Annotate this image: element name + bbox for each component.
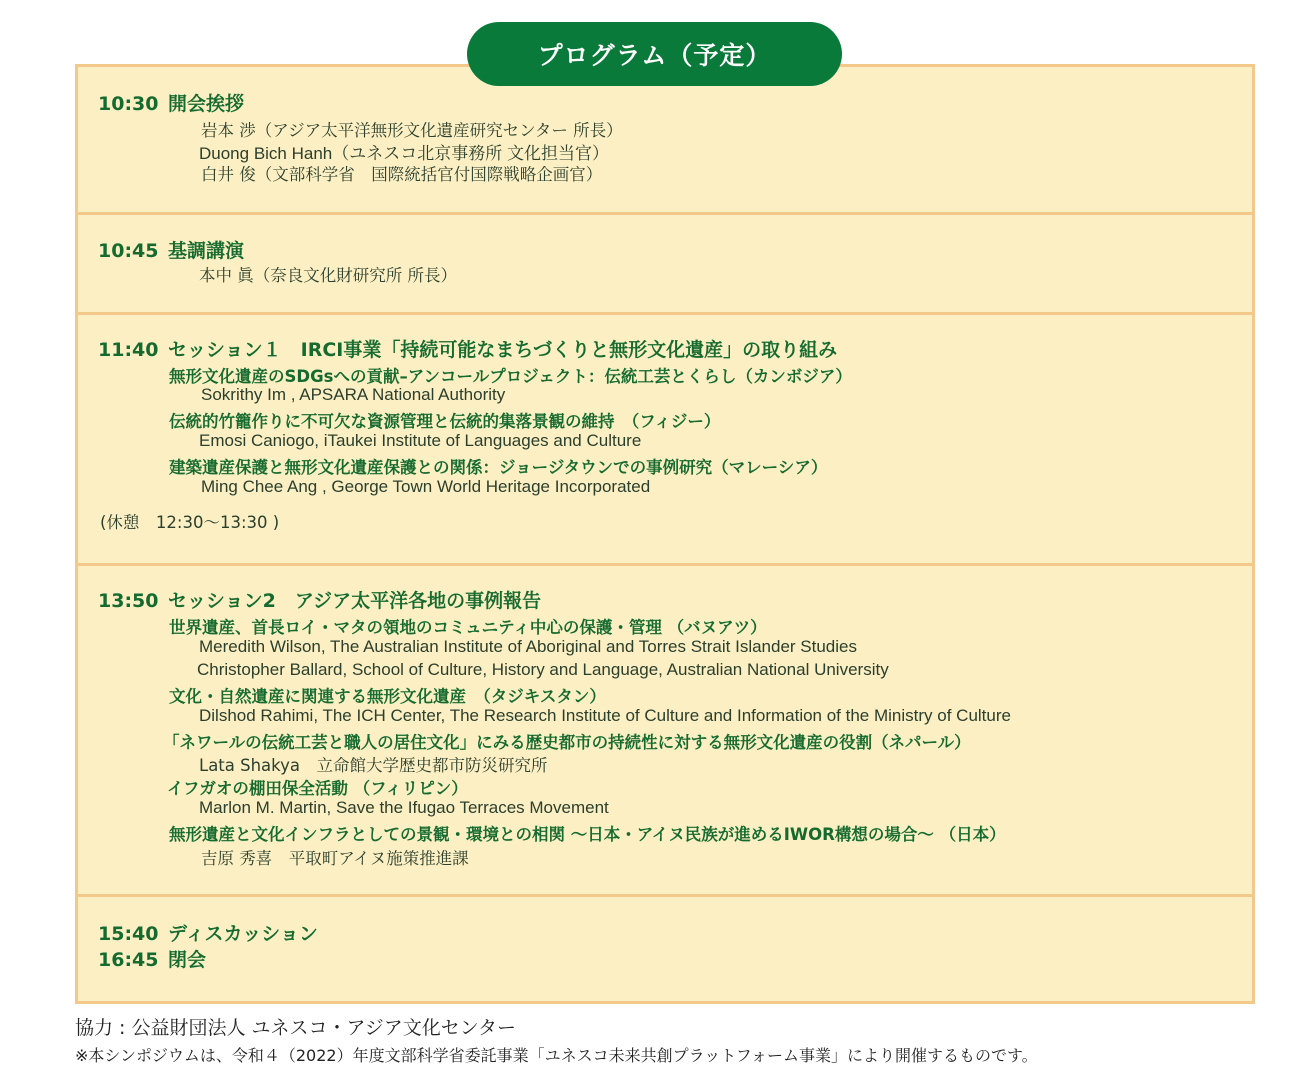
- section-keynote: [78, 215, 1252, 312]
- session1-time: 11:40: [98, 339, 159, 361]
- section-session1: [78, 315, 1252, 563]
- closing-title: 閉会: [168, 949, 207, 971]
- keynote-speaker: 本中 眞（奈良文化財研究所 所長）: [199, 266, 457, 285]
- session2-talk-speaker: Christopher Ballard, School of Culture, History and Language, Australian National University: [197, 660, 889, 679]
- opening-heading: [98, 89, 244, 116]
- keynote-heading: [98, 236, 244, 263]
- keynote-title: 基調講演: [168, 240, 245, 262]
- opening-speaker: Duong Bich Hanh（ユネスコ北京事務所 文化担当官）: [199, 144, 609, 163]
- session1-title: セッション１ IRCI事業「持続可能なまちづくりと無形文化遺産」の取り組み: [168, 339, 838, 361]
- session2-time: 13:50: [98, 590, 159, 612]
- program-title-pill: [467, 22, 842, 86]
- session2-talk-speaker: 吉原 秀喜 平取町アイヌ施策推進課: [201, 849, 469, 868]
- session1-talk-speaker: Sokrithy Im , APSARA National Authority: [201, 385, 506, 404]
- opening-time: 10:30: [98, 93, 159, 115]
- session2-talk-speaker: Lata Shakya 立命館大学歴史都市防災研究所: [199, 756, 548, 775]
- cooperation-credit: 協力 : 公益財団法人 ユネスコ・アジア文化センター: [75, 1017, 517, 1039]
- program-title: プログラム（予定）: [537, 41, 772, 70]
- opening-speaker: 岩本 渉（アジア太平洋無形文化遺産研究センター 所長）: [201, 121, 623, 140]
- session2-talk-title: 世界遺産、首長ロイ・マタの領地のコミュニティ中心の保護・管理 （バヌアツ）: [169, 618, 767, 637]
- session2-heading: [98, 586, 541, 613]
- session2-talk-title: 無形遺産と文化インフラとしての景観・環境との相関 〜日本・アイヌ民族が進めるIWOR構想の場合〜 （日本）: [169, 825, 1006, 844]
- discussion-time: 15:40: [98, 923, 159, 945]
- opening-title: 開会挨拶: [168, 93, 245, 115]
- session2-talk-title: 文化・自然遺産に関連する無形文化遺産 （タジキスタン）: [169, 687, 606, 706]
- session2-talk-speaker: Dilshod Rahimi, The ICH Center, The Research Institute of Culture and Information of the Ministry of Culture: [199, 706, 1011, 725]
- session2-talk-speaker: Marlon M. Martin, Save the Ifugao Terraces Movement: [199, 798, 609, 817]
- session2-talk-title: 「ネワールの伝統工芸と職人の居住文化」にみる歴史都市の持続性に対する無形文化遺産の役割（ネパール）: [163, 733, 971, 752]
- session1-talk-speaker: Emosi Caniogo, iTaukei Institute of Languages and Culture: [199, 431, 642, 450]
- program-box: [75, 64, 1255, 1004]
- footnote: ※本シンポジウムは、令和４（2022）年度文部科学省委託事業「ユネスコ未来共創プラットフォーム事業」により開催するものです。: [75, 1046, 1038, 1065]
- break-note: (休憩 12:30〜13:30 ): [100, 513, 280, 532]
- opening-speaker: 白井 俊（文部科学省 国際統括官付国際戦略企画官）: [201, 165, 603, 184]
- section-opening: [78, 67, 1252, 212]
- session1-talk-title: 建築遺産保護と無形文化遺産保護との関係：ジョージタウンでの事例研究（マレーシア）: [169, 458, 828, 477]
- session2-title: セッション2 アジア太平洋各地の事例報告: [168, 590, 542, 612]
- section-closing: [78, 897, 1252, 1001]
- session2-talk-speaker: Meredith Wilson, The Australian Institute of Aboriginal and Torres Strait Islander Studies: [199, 637, 857, 656]
- section-session2: [78, 566, 1252, 894]
- keynote-time: 10:45: [98, 240, 159, 262]
- discussion-title: ディスカッション: [168, 923, 318, 945]
- session2-talk-title: イフガオの棚田保全活動 （フィリピン）: [167, 779, 468, 798]
- session1-talk-title: 無形文化遺産のSDGsへの貢献–アンコールプロジェクト：伝統工芸とくらし（カンボジア）: [169, 367, 852, 386]
- discussion-heading: [98, 919, 318, 946]
- session1-talk-title: 伝統的竹籠作りに不可欠な資源管理と伝統的集落景観の維持 （フィジー）: [169, 412, 721, 431]
- session1-talk-speaker: Ming Chee Ang , George Town World Heritage Incorporated: [201, 477, 651, 496]
- session1-heading: [98, 335, 837, 362]
- closing-time: 16:45: [98, 949, 159, 971]
- closing-heading: [98, 945, 206, 972]
